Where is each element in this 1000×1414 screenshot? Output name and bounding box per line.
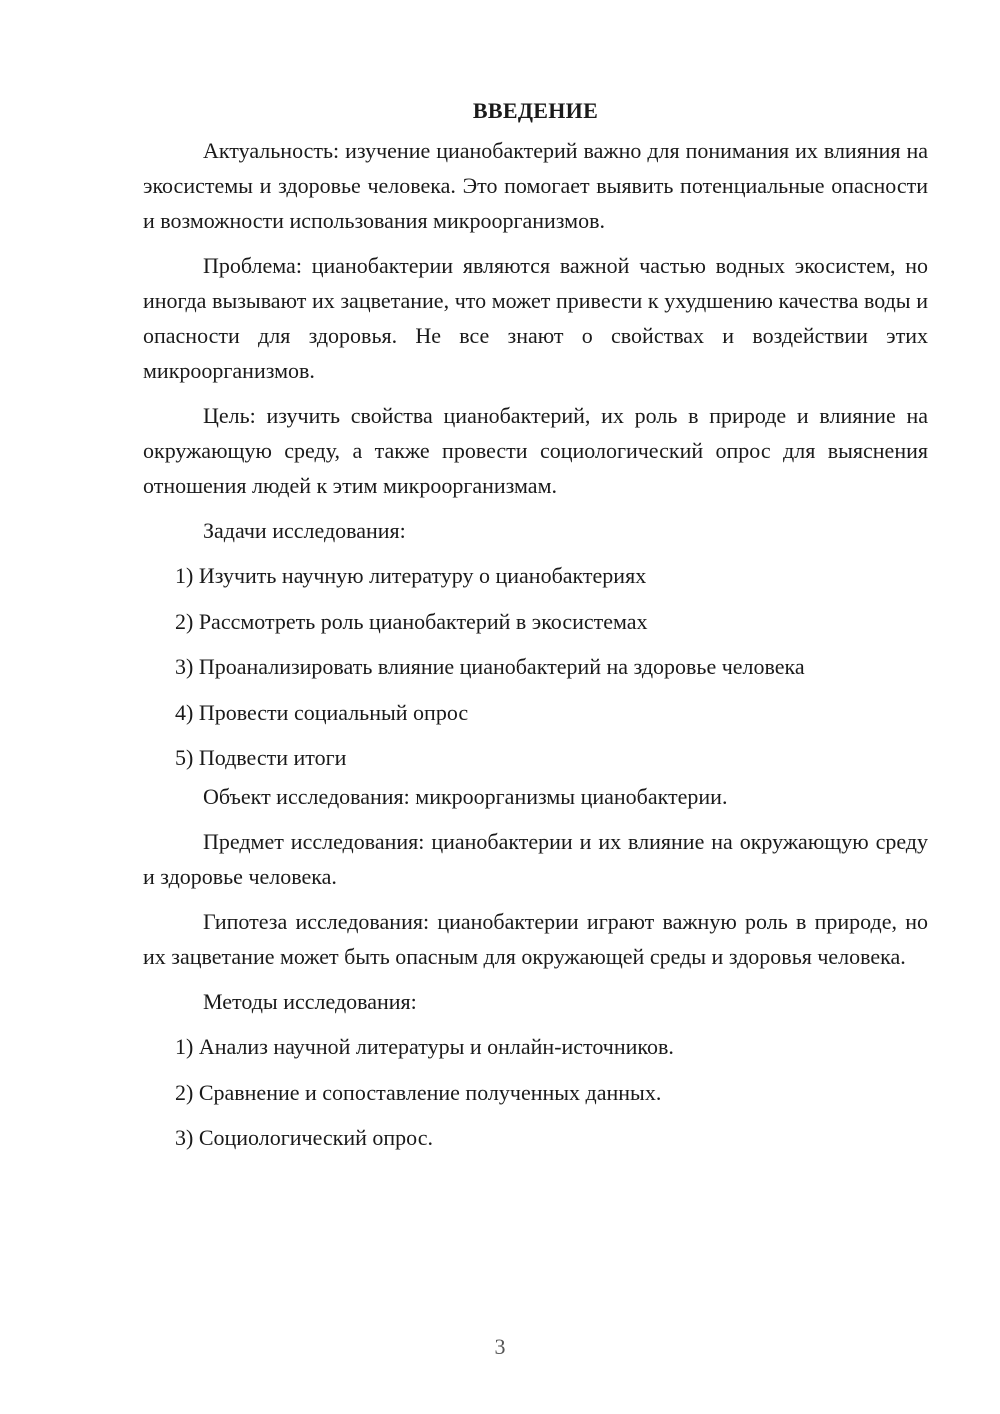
task-item: 2) Рассмотреть роль цианобактерий в экосистемах [175,608,648,634]
task-item: 5) Подвести итоги [175,745,347,770]
tasks-heading: Задачи исследования: [203,518,406,543]
relevance-paragraph: Актуальность: изучение цианобактерий важно для понимания их влияния на экосистемы и здоровье человека. Это помогает выявить потенциальные опасности и возможности использования микроорганизмов. [143,138,928,233]
goal-paragraph: Цель: изучить свойства цианобактерий, их роль в природе и влияние на окружающую среду, а также провести социологический опрос для выяснения отношения людей к этим микроорганизмам. [143,403,928,498]
task-item: 3) Проанализировать влияние цианобактерий на здоровье человека [175,654,805,679]
methods-heading: Методы исследования: [203,989,417,1014]
subject-paragraph: Предмет исследования: цианобактерии и их влияние на окружающую среду и здоровье человека. [143,829,928,889]
section-title: ВВЕДЕНИЕ [472,98,599,123]
task-item: 1) Изучить научную литературу о цианобактериях [175,563,647,588]
page-number: 3 [494,1334,506,1359]
method-item: 2) Сравнение и сопоставление полученных данных. [175,1079,662,1105]
task-item: 4) Провести социальный опрос [175,699,469,725]
tasks-list [143,558,928,775]
method-item: 1) Анализ научной литературы и онлайн-источников. [175,1034,674,1059]
problem-paragraph: Проблема: цианобактерии являются важной частью водных экосистем, но иногда вызывают их зацветание, что может привести к ухудшению качества воды и опасности для здоровья. Не все знают о свойствах и воздействии этих микроорганизмов. [143,253,928,383]
page-content [143,93,928,1166]
methods-list [143,1029,928,1155]
method-item: 3) Социологический опрос. [175,1125,433,1150]
hypothesis-paragraph: Гипотеза исследования: цианобактерии играют важную роль в природе, но их зацветание может быть опасным для окружающей среды и здоровья человека. [143,909,928,969]
object-paragraph: Объект исследования: микроорганизмы цианобактерии. [203,784,728,809]
